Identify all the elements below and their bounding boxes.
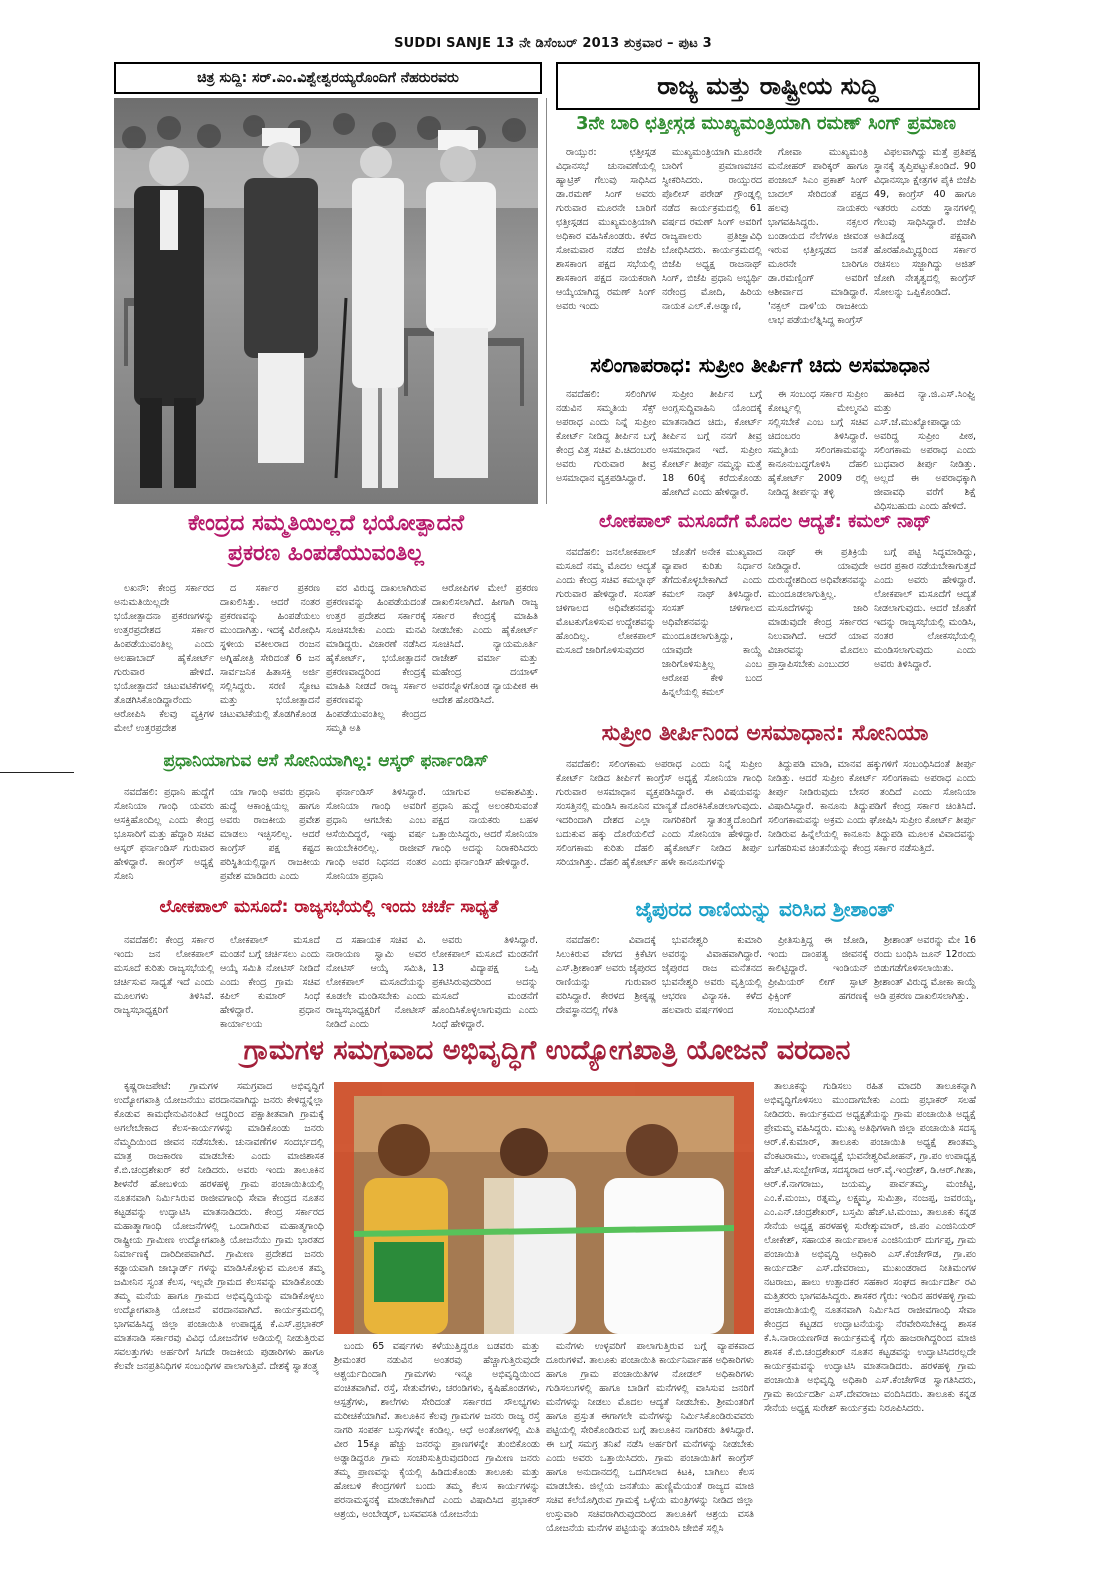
oscar-col-2 (220, 786, 320, 890)
lokpal-col-4-text: ಬಗ್ಗೆ ಪಟ್ಟಿ ಸಿದ್ಧಮಾಡಿದ್ದು, ಅದರ ಪ್ರಕಾರ ನಡೆಯಬೇಕಾಗುತ್ತದೆ ಎಂದು ಅವರು ಹೇಳಿದ್ದಾರೆ. ಲೋಕಪಾಲ್ ಮಸೂದೆಗೆ ಆದ್ಯತೆ ನೀಡಲಾಗುವುದು. ಆದರೆ ಜೊತೆಗೆ ಇದನ್ನು ರಾಜ್ಯಸಭೆಯಲ್ಲಿ ಮಂಡಿಸಿ, ನಂತರ ಲೋಕಸಭೆಯಲ್ಲಿ ಮಂಡಿಸಲಾಗುವುದು ಎಂದು ಅವರು ತಿಳಿಸಿದ್ದಾರೆ. (874, 547, 976, 670)
udyoga-col-3 (546, 1340, 754, 1534)
headline-udyoga (114, 1036, 980, 1066)
raman-col-2 (662, 146, 762, 346)
bhayo-col-4 (432, 582, 538, 742)
sree-col-2-text: ಭುವನೇಶ್ವರಿ ಕುಮಾರಿ ಅವರನ್ನು ವಿವಾಹವಾಗಿದ್ದಾರೆ. ಜೈಪುರದ ರಾಜ ಮನೆತನದ ಭುವನೇಶ್ವರಿ ಅವರು ವೃತ್ತಿಯಲ್ಲಿ ಆಭರಣ ವಿನ್ಯಾಸಕಿ. ಕಳೆದ ಹಲವಾರು ವರ್ಷಗಳಿಂದ (662, 935, 762, 1016)
sree-col-3 (768, 934, 868, 1034)
raman-col-2-text: ಮುಖ್ಯಮಂತ್ರಿಯಾಗಿ ಮೂರನೇ ಬಾರಿಗೆ ಪ್ರಮಾಣವಚನ ಸ್ವೀಕರಿಸಿದರು. ರಾಯ್ಪುರದ ಪೊಲೀಸ್ ಪರೇಡ್ ಗ್ರೌಂಡ್ನಲ್ಲಿ ನಡೆದ ಕಾರ್ಯಕ್ರಮದಲ್ಲಿ 61 ವರ್ಷದ ರಮಣ್ ಸಿಂಗ್ ಅವರಿಗೆ ರಾಜ್ಯಪಾಲರು ಪ್ರತಿಜ್ಞಾವಿಧಿ ಬೋಧಿಸಿದರು. ಕಾರ್ಯಕ್ರಮದಲ್ಲಿ ಬಿಜೆಪಿ ಅಧ್ಯಕ್ಷ ರಾಜನಾಥ್ ಸಿಂಗ್, ಬಿಜೆಪಿ ಪ್ರಧಾನಿ ಅಭ್ಯರ್ಥಿ ನರೇಂದ್ರ ಮೋದಿ, ಹಿರಿಯ ನಾಯಕ ಎಲ್.ಕೆ.ಅಡ್ವಾಣಿ, (662, 147, 762, 312)
bhayo-col-1 (114, 582, 214, 742)
oscar-col-3 (326, 786, 426, 890)
salinga-col-2-text: ಸುಪ್ರೀಂ ತೀರ್ಪಿನ ಬಗ್ಗೆ ಅಂಗ್ಲಸುದ್ದಿವಾಹಿನಿ ಯೊಂದಕ್ಕೆ ಮಾತನಾಡಿದ ಚಿದು, ಕೋರ್ಟ್ ತೀರ್ಪಿನ ಬಗ್ಗೆ ನನಗೆ ತೀವ್ರ ಅಸಮಾಧಾನ ಇದೆ. ಸುಪ್ರೀಂ ಕೋರ್ಟ್ ತೀರ್ಪು ನಮ್ಮನ್ನು ಮತ್ತೆ 18 60ಕ್ಕೆ ಕರೆದುಕೊಂಡು ಹೋಗಿದೆ ಎಂದು ಹೇಳಿದ್ದಾರೆ. (662, 389, 762, 498)
raman-col-4-text: ವಿಫಲವಾಗಿದ್ದು ಮತ್ತೆ ಪ್ರತಿಪಕ್ಷ ಸ್ಥಾನಕ್ಕೆ ತೃಪ್ತಿಪಟ್ಟುಕೊಂಡಿದೆ. 90 ವಿಧಾನಸಭಾ ಕ್ಷೇತ್ರಗಳ ಪೈಕಿ ಬಿಜೆಪಿ 49, ಕಾಂಗ್ರೆಸ್ 40 ಹಾಗೂ ಇತರರು ಎರಡು ಸ್ಥಾನಗಳಲ್ಲಿ ಗೆಲುವು ಸಾಧಿಸಿದ್ದಾರೆ. ಬಿಜೆಪಿ ಅತಿದೊಡ್ಡ ಪಕ್ಷವಾಗಿ ಹೊರಹೊಮ್ಮಿದ್ದರಿಂದ ಸರ್ಕಾರ ರಚಿಸಲು ಸಜ್ಜಾಗಿದ್ದು ಅಜಿತ್ ಜೋಗಿ ನೇತೃತ್ವದಲ್ಲಿ ಕಾಂಗ್ರೆಸ್ ಸೋಲನ್ನು ಒಪ್ಪಿಕೊಂಡಿದೆ. (874, 147, 976, 298)
bhayo-col-2 (220, 582, 320, 742)
lokpal-col-1-text: ನವದೆಹಲಿ: ಜನಲೋಕಪಾಲ್ ಮಸೂದೆ ನಮ್ಮ ಮೊದಲ ಆದ್ಯತೆ ಎಂದು ಕೇಂದ್ರ ಸಚಿವ ಕಮಲ್ನಾಥ್ ಗುರುವಾರ ಹೇಳಿದ್ದಾರೆ. ಸಂಸತ್ ಚಳಿಗಾಲದ ಅಧಿವೇಶನವನ್ನು ಮೊಟಕುಗೊಳಿಸುವ ಉದ್ದೇಶವನ್ನು ಹೊಂದಿಲ್ಲ. ಲೋಕಪಾಲ್ ಮಸೂದೆ ಜಾರಿಗೊಳಿಸುವುದರ (556, 547, 656, 656)
udyoga-col-2 (334, 1340, 540, 1530)
bhayo-col-3-text: ವರ ವಿರುದ್ಧ ದಾಖಲಾಗಿರುವ ಪ್ರಕರಣವನ್ನು ಹಿಂಪಡೆಯದಂತೆ ಉತ್ತರ ಪ್ರದೇಶದ ಸರ್ಕಾರಕ್ಕೆ ಸೂಚಿಸಬೇಕು ಎಂದು ಮನವಿ ಮಾಡಿದ್ದರು. ವಿಚಾರಣೆ ನಡೆಸಿದ ಹೈಕೋರ್ಟ್, ಭಯೋತ್ಪಾದನೆ ಪ್ರಕರಣವಾದ್ದರಿಂದ ಕೇಂದ್ರಕ್ಕೆ ಮಾಹಿತಿ ನೀಡದೆ ರಾಜ್ಯ ಸರ್ಕಾರ ಪ್ರಕರಣವನ್ನು ಹಿಂಪಡೆಯುವಂತಿಲ್ಲ ಕೇಂದ್ರದ ಸಮ್ಮತಿ ಅತಿ (326, 583, 426, 734)
bhayo-col-2-text: ದ ಸರ್ಕಾರ ಪ್ರಕರಣ ದಾಖಲಿಸಿತ್ತು. ಆದರೆ ನಂತರ ಪ್ರಕರಣವನ್ನು ಹಿಂಪಡೆಯಲು ಮುಂದಾಗಿತ್ತು. ಇದಕ್ಕೆ ವಿರೋಧಿಸಿ ಸ್ಥಳೀಯ ವಕೀಲರಾದ ರಂಜನ ಅಗ್ನಿಹೋತ್ರಿ ಸೇರಿದಂತೆ 6 ಜನ ಸಾರ್ವಜನಿಕ ಹಿತಾಸಕ್ತಿ ಅರ್ಜಿ ಸಲ್ಲಿಸಿದ್ದರು. ಸರಣಿ ಸ್ಫೋಟ ಮತ್ತು ಭಯೋತ್ಪಾದನೆ ಚಟುವಟಿಕೆಯಲ್ಲಿ ತೊಡಗಿಕೊಂಡ (220, 583, 320, 720)
sonia-col-2 (768, 758, 976, 892)
column-divider-top (546, 98, 547, 504)
raman-col-4 (874, 146, 976, 346)
historical-photo (114, 98, 538, 504)
rajya-col-4-text: ಅವರು ತಿಳಿಸಿದ್ದಾರೆ. ಲೋಕಪಾಲ್ ಮಸೂದೆ ಮಂಡನೆಗೆ 13 ವಿದ್ಯಾಪಕ್ಷ ಒಪ್ಪಿ ಪ್ರಕಟಿಸಿರುವುದರಿಂದ ಅದನ್ನು ಮಸೂದೆ ಮಂಡನೆಗೆ ಹೊಂದಿಸಿಕೊಳ್ಳಲಾಗುವುದು ಎಂದು ಸಿಂಧೆ ಹೇಳಿದ್ದಾರೆ. (432, 935, 538, 1030)
margin-rule (0, 772, 74, 773)
headline-lokpal-rajyasabha (114, 898, 544, 917)
udyoga-col-1-text: ಕೃಷ್ಣರಾಜಪೇಟೆ: ಗ್ರಾಮಗಳ ಸಮಗ್ರವಾದ ಅಭಿವೃದ್ಧಿಗೆ ಉದ್ಯೋಗಖಾತ್ರಿ ಯೋಜನೆಯು ವರದಾನವಾಗಿದ್ದು ಜನರು ಕೇಳಿದ್ದನ್ನೆಲ್ಲಾ ಕೊಡುವ ಕಾಮಧೇನುವಿನಂತಿದೆ ಆದ್ದರಿಂದ ಪಕ್ಷಾತೀತವಾಗಿ ಗ್ರಾಮಕ್ಕೆ ಅಗಲೇಬೇಕಾದ ಕೆಲಸ-ಕಾರ್ಯಗಳನ್ನು ಮಾಡಿಕೊಂಡು ಜನರು ನೆಮ್ಮದಿಯಿಂದ ಜೀವನ ನಡೆಸಬೇಕು. ಚುನಾವಣೆಗಳ ಸಂದರ್ಭದಲ್ಲಿ ಮಾತ್ರ ರಾಜಕಾರಣ ಮಾಡಬೇಕು ಎಂದು ಮಾಜಿಶಾಸಕ ಕೆ.ಬಿ.ಚಂದ್ರಶೇಖರ್ ಕರೆ ನೀಡಿದರು. ಅವರು ಇಂದು ತಾಲೂಕಿನ ಶೀಳನೆರೆ ಹೋಬಳಿಯ ಹರಳಹಳ್ಳಿ ಗ್ರಾಮ ಪಂಚಾಯಿತಿಯಲ್ಲಿ ನೂತನವಾಗಿ ನಿರ್ಮಿಸಿರುವ ರಾಜೀವಗಾಂಧಿ ಸೇವಾ ಕೇಂದ್ರದ ನೂತನ ಕಟ್ಟಡವನ್ನು ಉದ್ಘಾಟಿಸಿ ಮಾತನಾಡಿದರು. ಕೇಂದ್ರ ಸರ್ಕಾರದ ಮಹಾತ್ಮಾಗಾಂಧಿ ಯೋಜನೆಗಳಲ್ಲಿ ಒಂದಾಗಿರುವ ಮಹಾತ್ಮಗಾಂಧಿ ರಾಷ್ಟ್ರೀಯ ಗ್ರಾಮೀಣ ಉದ್ಯೋಗಖಾತ್ರಿ ಯೋಜನೆಯು ಗ್ರಾಮ ಭಾರತದ ನಿರ್ಮಾಣಕ್ಕೆ ದಾರಿದೀಪವಾಗಿದೆ. ಗ್ರಾಮೀಣ ಪ್ರದೇಶದ ಜನರು ಕಡ್ಡಾಯವಾಗಿ ಜಾಬ್ಕಾರ್ಡ್ ಗಳನ್ನು ಮಾಡಿಸಿಕೊಳ್ಳುವ ಮೂಲಕ ತಮ್ಮ ಜಮೀನಿನ ಸ್ವಂತ ಕೆಲಸ, ಇಲ್ಲವೇ ಗ್ರಾಮದ ಕೆಲಸವನ್ನು ಮಾಡಿಕೊಂಡು ತಮ್ಮ ಮನೆಯ ಹಾಗೂ ಗ್ರಾಮದ ಅಭಿವೃದ್ಧಿಯನ್ನು ಮಾಡಿಕೊಳ್ಳಲು ಉದ್ಯೋಗಖಾತ್ರಿ ಯೋಜನೆ ವರದಾನವಾಗಿದೆ. ಕಾರ್ಯಕ್ರಮದಲ್ಲಿ ಭಾಗವಹಿಸಿದ್ದ ಜಿಲ್ಲಾ ಪಂಚಾಯಿತಿ ಉಪಾಧ್ಯಕ್ಷ ಕೆ.ಎಸ್.ಪ್ರಭಾಕರ್ ಮಾತನಾಡಿ ಸರ್ಕಾರವು ವಿವಿಧ ಯೋಜನೆಗಳ ಅಡಿಯಲ್ಲಿ ನೀಡುತ್ತಿರುವ ಸವಲತ್ತುಗಳು ಅರ್ಹರಿಗೆ ಸಿಗದೇ ರಾಜಕೀಯ ಪುಡಾರಿಗಳು ಹಾಗೂ ಕೆಲವೇ ಜನಪ್ರತಿನಿಧಿಗಳ ಸಂಬಂಧಿಗಳ ಪಾಲಾಗುತ್ತಿವೆ. ದೇಶಕ್ಕೆ ಸ್ವಾತಂತ್ರ್ಯ (114, 1081, 324, 1372)
rajya-col-1 (114, 934, 214, 1034)
headline-oscar-text: ಪ್ರಧಾನಿಯಾಗುವ ಆಸೆ ಸೋನಿಯಾಗಿಲ್ಲ: ಆಸ್ಕರ್ ಫರ್ನಾಂಡಿಸ್ (163, 751, 489, 771)
headline-sreesanth (550, 898, 980, 920)
oscar-col-1 (114, 786, 214, 890)
oscar-col-2-text: ಯಾ ಗಾಂಧಿ ಅವರು ಪ್ರಧಾನಿ ಹುದ್ದೆ ಆಕಾಂಕ್ಷಿಯಲ್ಲ ಹಾಗೂ ಅವರು ರಾಜಕೀಯ ಪ್ರವೇಶ ಮಾಡಲು ಇಚ್ಛಿಸಲಿಲ್ಲ. ಆದರೆ ಕಾಂಗ್ರೆಸ್ ಪಕ್ಷ ಕಷ್ಟದ ಪರಿಸ್ಥಿತಿಯಲ್ಲಿದ್ದಾಗ ರಾಜಕೀಯ ಪ್ರವೇಶ ಮಾಡಿದರು ಎಂದು (220, 787, 320, 882)
lokpal-col-4 (874, 546, 976, 716)
headline-raman-singh (556, 114, 976, 134)
sree-col-1 (556, 934, 656, 1034)
lokpal-col-2 (662, 546, 762, 716)
udyoga-col-3-text: ಮನೆಗಳು ಉಳ್ಳವರಿಗೆ ಪಾಲಾಗುತ್ತಿರುವ ಬಗ್ಗೆ ವ್ಯಾಪಕವಾದ ದೂರುಗಳಿವೆ. ತಾಲೂಕು ಪಂಚಾಯಿತಿ ಕಾರ್ಯನಿರ್ವಾಹಕ ಅಧಿಕಾರಿಗಳು ಹಾಗೂ ಗ್ರಾಮ ಪಂಚಾಯಿತಿಗಳ ನೋಡಲ್ ಅಧಿಕಾರಿಗಳು ಗುಡಿಸಲುಗಳಲ್ಲಿ ಹಾಗೂ ಬಾಡಿಗೆ ಮನೆಗಳಲ್ಲಿ ವಾಸಿಸುವ ಜನರಿಗೆ ಮನೆಗಳನ್ನು ನೀಡಲು ಮೊದಲ ಆದ್ಯತೆ ನೀಡಬೇಕು. ಶ್ರೀಮಂತರಿಗೆ ಹಾಗೂ ಪ್ರಸ್ತುತ ಈಗಾಗಲೇ ಮನೆಗಳನ್ನು ನಿರ್ಮಿಸಿಕೊಂಡಿರುವವರು ಪಟ್ಟಿಯಲ್ಲಿ ಸೇರಿಕೊಂಡಿರುವ ಬಗ್ಗೆ ತಾಲೂಕಿನ ನಾಗರಿಕರು ತಿಳಿಸಿದ್ದಾರೆ. ಈ ಬಗ್ಗೆ ಸಮಗ್ರ ತನಿಖೆ ನಡೆಸಿ ಅರ್ಹರಿಗೆ ಮನೆಗಳನ್ನು ನೀಡಬೇಕು ಎಂದು ಅವರು ಒತ್ತಾಯಿಸಿದರು. ಗ್ರಾಮ ಪಂಚಾಯಿತಿಗೆ ಕಾಂಗ್ರೆಸ್ ಹಾಗೂ ಅನುದಾನದಲ್ಲಿ ಒದಗಿಸಲಾದ ಕಿಟಕಿ, ಬಾಗಿಲು ಕೆಲಸ ಮಾಡಬೇಕು. ಜಿಲ್ಲೆಯ ಜನತೆಯು ಹುಣ್ಣಿಮೆಯಂತೆ ರಾಜ್ಯದ ಮಾಜಿ ಸಚಿವ ಕಲೆಯೊಗ್ಗಿರುವ ಗ್ರಾಮಕ್ಕೆ ಒಳ್ಳೆಯ ಮಂತ್ರಿಗಳನ್ನು ನೀಡಿದ ಜಿಲ್ಲಾ ಉಸ್ತುವಾರಿ ಸಚಿವರಾಗಿರುವುದರಿಂದ ತಾಲೂಕಿಗೆ ಆಶ್ರಯ ವಸತಿ ಯೋಜನೆಯ ಮನೆಗಳ ಪಟ್ಟಿಯನ್ನು ತಯಾರಿಸಿ ಜೇಬಿಕೆ ಸಲ್ಲಿಸಿ (546, 1341, 754, 1534)
headline-sreesanth-text: ಜೈಪುರದ ರಾಣಿಯನ್ನು ವರಿಸಿದ ಶ್ರೀಶಾಂತ್ (635, 897, 895, 921)
salinga-col-3-text: ಈ ಸಂಬಂಧ ಸರ್ಕಾರ ಸುಪ್ರೀಂ ಕೋರ್ಟ್ನಲ್ಲಿ ಮೇಲ್ಮನವಿ ಸಲ್ಲಿಸಬೇಕೆ ಎಂಬ ಬಗ್ಗೆ ಸಚಿವ ಚಿದಂಬರಂ ತಿಳಿಸಿದ್ದಾರೆ. ಸಮ್ಮತಿಯ ಸಲಿಂಗಕಾಮವನ್ನು ಕಾನೂನುಬದ್ಧಗೊಳಿಸಿ ದೆಹಲಿ ಹೈಕೋರ್ಟ್ 2009 ರಲ್ಲಿ ನೀಡಿದ್ದ ತೀರ್ಪನ್ನು ತಳ್ಳಿ (768, 389, 868, 498)
headline-sonia-text: ಸುಪ್ರೀಂ ತೀರ್ಪಿನಿಂದ ಅಸಮಾಧಾನ: ಸೋನಿಯಾ (601, 721, 929, 746)
headline-oscar (114, 752, 538, 771)
sree-col-3-text: ಪ್ರೀತಿಸುತ್ತಿದ್ದ ಈ ಜೋಡಿ, ಇಂದು ದಾಂಪತ್ಯ ಜೀವನಕ್ಕೆ ಕಾಲಿಟ್ಟಿದ್ದಾರೆ. ಇಂಡಿಯನ್ ಪ್ರೀಮಿಯರ್ ಲೀಗ್ ಸ್ಪಾಟ್ ಫಿಕ್ಸಿಂಗ್ ಹಗರಣಕ್ಕೆ ಸಂಬಂಧಿಸಿದಂತೆ (768, 935, 868, 1016)
bhayo-col-1-text: ಲಖನೌ: ಕೇಂದ್ರ ಸರ್ಕಾರದ ಅನುಮತಿಯಿಲ್ಲದೇ ಭಯೋತ್ಪಾದನಾ ಪ್ರಕರಣಗಳನ್ನು ಉತ್ತರಪ್ರದೇಶದ ಸರ್ಕಾರ ಹಿಂಪಡೆಯುವಂತಿಲ್ಲ ಎಂದು ಅಲಹಾಬಾದ್ ಹೈಕೋರ್ಟ್ ಗುರುವಾರ ಹೇಳಿದೆ. ಭಯೋತ್ಪಾದನೆ ಚಟುವಟಿಕೆಗಳಲ್ಲಿ ತೊಡಗಿಸಿಕೊಂಡಿದ್ದಾರೆಂದು ಆರೋಪಿಸಿ ಕೆಲವು ವ್ಯಕ್ತಿಗಳ ಮೇಲೆ ಉತ್ತರಪ್ರದೇಶ (114, 583, 214, 734)
headline-lokpal-kamal-text: ಲೋಕಪಾಲ್ ಮಸೂದೆಗೆ ಮೊದಲ ಆದ್ಯತೆ: ಕಮಲ್ ನಾಥ್ (599, 511, 931, 532)
photo-caption: ಚಿತ್ರ ಸುದ್ದಿ: ಸರ್.ಎಂ.ವಿಶ್ವೇಶ್ವರಯ್ಯರೊಂದಿಗೆ ನೆಹರುರವರು (197, 70, 459, 86)
sonia-col-2-text: ತಿದ್ದುಪಡಿ ಮಾಡಿ, ಮಾನವ ಹಕ್ಕುಗಳಿಗೆ ಸಂಬಂಧಿಸಿದಂತೆ ತೀರ್ಪು ನೀಡಿತ್ತು. ಆದರೆ ಸುಪ್ರೀಂ ಕೋರ್ಟ್ ಸಲಿಂಗಕಾಮ ಅಪರಾಧ ಎಂದು ತೀರ್ಪು ನೀಡಿರುವುದು ಬೇಸರ ತಂದಿದೆ ಎಂದು ಸೋನಿಯಾ ವಿಷಾದಿಸಿದ್ದಾರೆ. ಕಾನೂನು ತಿದ್ದುಪಡಿಗೆ ಕೇಂದ್ರ ಸರ್ಕಾರ ಚಿಂತಿಸಿದೆ. ಸಲಿಂಗಕಾಮವನ್ನು ಅಕ್ರಮ ಎಂದು ಘೋಷಿಸಿ ಸುಪ್ರೀಂ ಕೋರ್ಟ್ ತೀರ್ಪು ನೀಡಿರುವ ಹಿನ್ನೆಲೆಯಲ್ಲಿ ಕಾನೂನು ತಿದ್ದುಪಡಿ ಮೂಲಕ ವಿವಾದವನ್ನು ಬಗೆಹರಿಸುವ ಚಿಂತನೆಯನ್ನು ಕೇಂದ್ರ ಸರ್ಕಾರ ನಡೆಸುತ್ತಿದೆ. (768, 759, 976, 854)
rajya-col-3-text: ದ ಸಹಾಯಕ ಸಚಿವ ವಿ. ನಾರಾಯಣ ಸ್ವಾಮಿ ಅವರ ನೋಟಿಸ್ ಆಯ್ಕೆ ಸಮಿತಿ, ಲೋಕಪಾಲ್ ಮಸೂದೆಯನ್ನು ಕೂಡಲೇ ಮಂಡಿಸಬೇಕು ಎಂದು ರಾಜ್ಯಸಭಾಧ್ಯಕ್ಷರಿಗೆ ನೋಟೀಸ್ ನೀಡಿದೆ ಎಂದು (326, 935, 426, 1030)
salinga-col-4 (874, 388, 976, 512)
oscar-col-3-text: ಫರ್ನಾಂಡಿಸ್ ತಿಳಿಸಿದ್ದಾರೆ. ಸೋನಿಯಾ ಗಾಂಧಿ ಅವರಿಗೆ ಪ್ರಧಾನಿ ಆಗಬೇಕು ಎಂಬ ಆಸೆಯಿದಿದ್ದರೆ, ಇಷ್ಟು ವರ್ಷ ಕಾಯಬೇಕಿರಲಿಲ್ಲ. ರಾಜೀವ್ ಗಾಂಧಿ ಅವರ ನಿಧನದ ನಂತರ ಸೋನಿಯಾ ಪ್ರಧಾನಿ (326, 787, 426, 882)
udyoga-col-4-text: ತಾಲೂಕನ್ನು ಗುಡಿಸಲು ರಹಿತ ಮಾದರಿ ತಾಲೂಕನ್ನಾಗಿ ಅಭಿವೃದ್ಧಿಗೊಳಿಸಲು ಮುಂದಾಗಬೇಕು ಎಂದು ಪ್ರಭಾಕರ್ ಸಲಹೆ ನೀಡಿದರು. ಕಾರ್ಯಕ್ರಮದ ಅಧ್ಯಕ್ಷತೆಯನ್ನು ಗ್ರಾಮ ಪಂಚಾಯಿತಿ ಅಧ್ಯಕ್ಷೆ ಪ್ರೇಮಮ್ಮ ವಹಿಸಿದ್ದರು. ಮುಖ್ಯ ಅತಿಥಿಗಳಾಗಿ ಜಿಲ್ಲಾ ಪಂಚಾಯಿತಿ ಸದಸ್ಯ ಆರ್.ಕೆ.ಕುಮಾರ್, ತಾಲೂಕು ಪಂಚಾಯಿತಿ ಅಧ್ಯಕ್ಷೆ ಶಾಂತಮ್ಮ ವೆಂಕಟರಾಮು, ಉಪಾಧ್ಯಕ್ಷೆ ಭುವನೇಶ್ವರಿಮೋಹನ್, ಗ್ರಾ.ಪಂ ಉಪಾಧ್ಯಕ್ಷ ಹೆಚ್.ಟಿ.ಸುಬ್ಬೇಗೌಡ, ಸದಸ್ಯರಾದ ಆರ್.ವೈ.ಇಂದ್ರೇಶ್, ಡಿ.ಆರ್.ಗೀತಾ, ಆರ್.ಕೆ.ನಾಗರಾಜು, ಜಯಮ್ಮ, ಪಾರ್ವತಮ್ಮ, ಮಂಜೆಟ್ಟಿ, ಎಂ.ಕೆ.ಮಂಜು, ರತ್ನಮ್ಮ, ಲಕ್ಷ್ಮಮ್ಮ, ಸುಮಿತ್ರಾ, ನಂಜಪ್ಪ, ಜವರಯ್ಯ, ಎಂ.ಎನ್.ಚಂದ್ರಶೇಖರ್, ಬಸ್ತಮಿ ಹೆಚ್.ಟಿ.ಮಂಜು, ತಾಲೂಕು ಕನ್ನಡ ಸೇನೆಯ ಅಧ್ಯಕ್ಷ ಹರಳಹಳ್ಳಿ ಸುರೇಶ್ಕುಮಾರ್, ಜಿ.ಪಂ ಎಂಜಿನಿಯರ್ ಲೋಕೇಶ್, ಸಹಾಯಕ ಕಾರ್ಯಪಾಲಕ ಎಂಜಿನಿಯರ್ ದುರ್ಗಪ್ಪ, ಗ್ರಾಮ ಪಂಚಾಯಿತಿ ಅಭಿವೃದ್ಧಿ ಅಧಿಕಾರಿ ಎಸ್.ಕೆಂಚೇಗೌಡ, ಗ್ರಾ.ಪಂ ಕಾರ್ಯದರ್ಶಿ ಎಸ್.ದೇವರಾಜು, ಮುಖಂಡರಾದ ನೀತಿಮಂಗಳ ನಟರಾಜು, ಹಾಲು ಉತ್ಪಾದಕರ ಸಹಕಾರ ಸಂಘದ ಕಾರ್ಯದರ್ಶಿ ರವಿ ಮತ್ತಿತರರು ಭಾಗವಹಿಸಿದ್ದರು. ಶಾಸಕರ ಗೈರು: ಇಂದಿನ ಹರಳಹಳ್ಳಿ ಗ್ರಾಮ ಪಂಚಾಯಿತಿಯಲ್ಲಿ ನೂತನವಾಗಿ ನಿರ್ಮಿಸಿದ ರಾಜೀವಗಾಂಧಿ ಸೇವಾ ಕೇಂದ್ರದ ಕಟ್ಟಡದ ಉದ್ಘಾಟನೆಯನ್ನು ನೆರವೇರಿಸಬೇಕಿದ್ದ ಶಾಸಕ ಕೆ.ಸಿ.ನಾರಾಯಣಗೌಡ ಕಾರ್ಯಕ್ರಮಕ್ಕೆ ಗೈರು ಹಾಜರಾಗಿದ್ದರಿಂದ ಮಾಜಿ ಶಾಸಕ ಕೆ.ಬಿ.ಚಂದ್ರಶೇಖರ್ ನೂತನ ಕಟ್ಟಡವನ್ನು ಉದ್ಘಾಟಿಸಿದರಲ್ಲದೇ ಕಾರ್ಯಕ್ರಮವನ್ನು ಉದ್ಘಾಟಿಸಿ ಮಾತನಾಡಿದರು. ಹರಳಹಳ್ಳಿ ಗ್ರಾಮ ಪಂಚಾಯಿತಿ ಅಭಿವೃದ್ಧಿ ಅಧಿಕಾರಿ ಎಸ್.ಕೆಂಚೇಗೌಡ ಸ್ವಾಗತಿಸಿದರು, ಗ್ರಾಮ ಕಾರ್ಯದರ್ಶಿ ಎಸ್.ದೇವರಾಜು ವಂದಿಸಿದರು. ತಾಲೂಕು ಕನ್ನಡ ಸೇನೆಯ ಅಧ್ಯಕ್ಷ ಸುರೇಶ್ ಕಾರ್ಯಕ್ರಮ ನಿರೂಪಿಸಿದರು. (764, 1081, 976, 1414)
lokpal-col-3 (768, 546, 868, 716)
rajya-col-4 (432, 934, 538, 1034)
headline-sonia (550, 722, 980, 746)
sree-col-4 (874, 934, 976, 1034)
rajya-col-1-text: ನವದೆಹಲಿ: ಕೇಂದ್ರ ಸರ್ಕಾರ ಇಂದು ಜನ ಲೋಕಪಾಲ್ ಮಸೂದೆ ಕುರಿತು ರಾಜ್ಯಸಭೆಯಲ್ಲಿ ಚರ್ಚಿಸುವ ಸಾಧ್ಯತೆ ಇದೆ ಎಂದು ಮೂಲಗಳು ತಿಳಿಸಿವೆ. ರಾಜ್ಯಸಭಾಧ್ಯಕ್ಷರಿಗೆ (114, 935, 214, 1016)
salinga-col-1 (556, 388, 656, 504)
salinga-col-3 (768, 388, 868, 504)
headline-lokpal-rajyasabha-text: ಲೋಕಪಾಲ್ ಮಸೂದೆ: ರಾಜ್ಯಸಭೆಯಲ್ಲಿ ಇಂದು ಚರ್ಚೆ ಸಾಧ್ಯತೆ (159, 897, 499, 917)
lokpal-col-3-text: ನಾಥ್ ಈ ಪ್ರತಿಕ್ರಿಯೆ ನೀಡಿದ್ದಾರೆ. ಯಾವುದೇ ದುರುದ್ದೇಶದಿಂದ ಅಧಿವೇಶನವನ್ನು ಮುಂದೂಡಲಾಗುತ್ತಿಲ್ಲ. ಮಸೂದೆಗಳನ್ನು ಜಾರಿ ಮಾಡುವುದೇ ಕೇಂದ್ರ ಸರ್ಕಾರದ ನಿಲುವಾಗಿದೆ. ಆದರೆ ಯಾವ ವಿಚಾರವನ್ನು ಮೊದಲು ಪ್ರಾಸ್ತಾಪಿಸಬೇಕು ಎಂಬುದರ (768, 547, 868, 670)
salinga-col-2 (662, 388, 762, 504)
page-masthead: SUDDI SANJE 13 ನೇ ಡಿಸೆಂಬರ್ 2013 ಶುಕ್ರವಾರ – ಪುಟ 3 (394, 36, 712, 51)
udyoga-col-1 (114, 1080, 324, 1530)
headline-lokpal-kamal (550, 512, 980, 532)
rajya-col-3 (326, 934, 426, 1034)
sonia-col-1 (556, 758, 762, 892)
headline-raman-singh-text: 3ನೇ ಬಾರಿ ಛತ್ತೀಸ್ಗಡ ಮುಖ್ಯಮಂತ್ರಿಯಾಗಿ ರಮಣ್ ಸಿಂಗ್ ಪ್ರಮಾಣ (575, 113, 957, 134)
headline-bhayotpadane-line2: ಪ್ರಕರಣ ಹಿಂಪಡೆಯುವಂತಿಲ್ಲ (228, 541, 424, 566)
sonia-col-1-text: ನವದೆಹಲಿ: ಸಲಿಂಗಕಾಮ ಅಪರಾಧ ಎಂದು ನಿನ್ನೆ ಸುಪ್ರೀಂ ಕೋರ್ಟ್ ನೀಡಿದ ತೀರ್ಪಿಗೆ ಕಾಂಗ್ರೆಸ್ ಅಧ್ಯಕ್ಷೆ ಸೋನಿಯಾ ಗಾಂಧಿ ಗುರುವಾರ ಅಸಮಾಧಾನ ವ್ಯಕ್ತಪಡಿಸಿದ್ದಾರೆ. ಈ ವಿಷಯವನ್ನು ಸಂಸತ್ತಿನಲ್ಲಿ ಮಂಡಿಸಿ ಕಾನೂನಿನ ಮಾನ್ಯತೆ ದೊರಕಿಸಿಕೊಡಲಾಗುವುದು. ಇದರಿಂದಾಗಿ ದೇಶದ ಎಲ್ಲಾ ನಾಗರಿಕರಿಗೆ ಸ್ವಾತಂತ್ರ್ಯದೊಂದಿಗೆ ಬದುಕುವ ಹಕ್ಕು ದೊರೆಯಲಿದೆ ಎಂದು ಸೋನಿಯಾ ಹೇಳಿದ್ದಾರೆ. ಸಲಿಂಗಕಾಮ ಕುರಿತು ದೆಹಲಿ ಹೈಕೋರ್ಟ್ ನೀಡಿದ ತೀರ್ಪು ಸರಿಯಾಗಿತ್ತು. ದೆಹಲಿ ಹೈಕೋರ್ಟ್ ಹಳೇ ಕಾನೂನುಗಳನ್ನು (556, 759, 762, 868)
salinga-col-1-text: ನವದೆಹಲಿ: ಸಲಿಂಗಿಗಳ ನಡುವಿನ ಸಮ್ಮತಿಯ ಸೆಕ್ಸ್ ಅಪರಾಧ ಎಂದು ನಿನ್ನೆ ಸುಪ್ರೀಂ ಕೋರ್ಟ್ ನೀಡಿದ್ದ ತೀರ್ಪಿನ ಬಗ್ಗೆ ಕೇಂದ್ರ ವಿತ್ತ ಸಚಿವ ಪಿ.ಚಿದಂಬರಂ ಅವರು ಗುರುವಾರ ತೀವ್ರ ಅಸಮಾಧಾನ ವ್ಯಕ್ತಪಡಿಸಿದ್ದಾರೆ. (556, 389, 656, 484)
oscar-col-1-text: ನವದೆಹಲಿ: ಪ್ರಧಾನಿ ಹುದ್ದೆಗೆ ಸೋನಿಯಾ ಗಾಂಧಿ ಯವರು ಆಸಕ್ತಿಹೊಂದಿಲ್ಲ ಎಂದು ಕೇಂದ್ರ ಭೂಸಾರಿಗೆ ಮತ್ತು ಹೆದ್ದಾರಿ ಸಚಿವ ಆಸ್ಕರ್ ಫರ್ನಾಂಡಿಸ್ ಗುರುವಾರ ಹೇಳಿದ್ದಾರೆ. ಕಾಂಗ್ರೆಸ್ ಅಧ್ಯಕ್ಷೆ ಸೋನಿ (114, 787, 214, 882)
oscar-col-4-text: ಯಾಗುವ ಅವಕಾಶವಿತ್ತು. ಪ್ರಧಾನಿ ಹುದ್ದೆ ಅಲಂಕರಿಸುವಂತೆ ಪಕ್ಷದ ನಾಯಕರು ಬಹಳ ಒತ್ತಾಯಿಸಿದ್ದರು, ಆದರೆ ಸೋನಿಯಾ ಗಾಂಧಿ ಅದನ್ನು ನಿರಾಕರಿಸಿದರು ಎಂದು ಫರ್ನಾಂಡಿಸ್ ಹೇಳಿದ್ದಾರೆ. (432, 787, 538, 868)
headline-bhayotpadane-line1: ಕೇಂದ್ರದ ಸಮ್ಮತಿಯಿಲ್ಲದೆ ಭಯೋತ್ಪಾದನೆ (188, 511, 464, 536)
bhayo-col-3 (326, 582, 426, 742)
lokpal-col-1 (556, 546, 656, 716)
section-title-box (556, 62, 980, 110)
headline-bhayotpadane-2 (114, 542, 538, 566)
lokpal-col-2-text: ಜೊತೆಗೆ ಅನೇಕ ಮುಖ್ಯವಾದ ವ್ಯಾಪಾರ ಕುರಿತು ನಿರ್ಧಾರ ತೆಗೆದುಕೊಳ್ಳಬೇಕಾಗಿದೆ ಎಂದು ಕಮಲ್ ನಾಥ್ ತಿಳಿಸಿದ್ದಾರೆ. ಸಂಸತ್ ಚಳಿಗಾಲದ ಅಧಿವೇಶನವನ್ನು ಮುಂದೂಡಲಾಗುತ್ತಿದ್ದು, ಯಾವುದೇ ಕಾಯ್ದೆ ಜಾರಿಗೊಳಿಸುತ್ತಿಲ್ಲ ಎಂಬ ಆರೋಪ ಕೇಳಿ ಬಂದ ಹಿನ್ನಲೆಯಲ್ಲಿ ಕಮಲ್ (662, 547, 762, 698)
section-title: ರಾಜ್ಯ ಮತ್ತು ರಾಷ್ಟ್ರೀಯ ಸುದ್ದಿ (657, 72, 879, 100)
sree-col-4-text: ಶ್ರೀಶಾಂತ್ ಅವರನ್ನು ಮೇ 16 ರಂದು ಬಂಧಿಸಿ ಜೂನ್ 12ರಂದು ಬಿಡುಗಡೆಗೊಳಿಸಲಾಯಿತು. ಶ್ರೀಶಾಂತ್ ವಿರುದ್ಧ ಮೋಕಾ ಕಾಯ್ದೆ ಅಡಿ ಪ್ರಕರಣ ದಾಖಲಿಸಲಾಗಿತ್ತು. (874, 935, 976, 1002)
inauguration-illustration (334, 1082, 754, 1334)
photo-illustration (114, 98, 538, 504)
sree-col-2 (662, 934, 762, 1034)
raman-col-3 (768, 146, 868, 346)
udyoga-col-4 (764, 1080, 976, 1530)
rajya-col-2 (220, 934, 320, 1034)
inauguration-photo (334, 1082, 754, 1334)
bhayo-col-4-text: ಆರೋಪಿಗಳ ಮೇಲೆ ಪ್ರಕರಣ ದಾಖಲಿಸಲಾಗಿದೆ. ಹೀಗಾಗಿ ರಾಜ್ಯ ಸರ್ಕಾರ ಕೇಂದ್ರಕ್ಕೆ ಮಾಹಿತಿ ನೀಡಬೇಕು ಎಂದು ಹೈಕೋರ್ಟ್ ಸೂಚಿಸಿದೆ. ನ್ಯಾಯಮೂರ್ತಿ ರಾಜೇಶ್ ವರ್ಮಾ ಮತ್ತು ಮಹೇಂದ್ರ ದಯಾಳ್ ಅವರನ್ನೊಳಗೊಂಡ ನ್ಯಾಯಪೀಠ ಈ ಆದೇಶ ಹೊರಡಿಸಿದೆ. (432, 583, 538, 706)
raman-col-1 (556, 146, 656, 346)
headline-salinga (540, 354, 980, 376)
headline-bhayotpadane-1 (114, 512, 538, 536)
salinga-col-4-text: ಹಾಕಿದ ನ್ಯಾ.ಜಿ.ಎಸ್.ಸಿಂಘ್ವಿ ಮತ್ತು ಎಸ್.ಜೆ.ಮುಖ್ಯೋಪಾಧ್ಯಾಯ ಅವರಿದ್ದ ಸುಪ್ರೀಂ ಪೀಠ, ಸಲಿಂಗಕಾಮ ಅಪರಾಧ ಎಂದು ಬುಧವಾರ ತೀರ್ಪು ನೀಡಿತ್ತು. ಅಲ್ಲದೆ ಈ ಅಪರಾಧಕ್ಕಾಗಿ ಜೀವಾವಧಿ ವರೆಗೆ ಶಿಕ್ಷೆ ವಿಧಿಸಬಹುದು ಎಂದು ಹೇಳಿದೆ. (874, 389, 976, 512)
headline-salinga-text: ಸಲಿಂಗಾಪರಾಧ: ಸುಪ್ರೀಂ ತೀರ್ಪಿಗೆ ಚಿದು ಅಸಮಾಧಾನ (590, 353, 930, 377)
oscar-col-4 (432, 786, 538, 890)
udyoga-col-2-text: ಬಂದು 65 ವರ್ಷಗಳು ಕಳೆಯುತ್ತಿದ್ದರೂ ಬಡವರು ಮತ್ತು ಶ್ರೀಮಂತರ ನಡುವಿನ ಅಂತರವು ಹೆಚ್ಚಾಗುತ್ತಿರುವುದೇ ಆಶ್ಚರ್ಯದಿಂದಾಗಿ ಗ್ರಾಮಗಳು ಇನ್ನೂ ಅಭಿವೃದ್ಧಿಯಿಂದ ವಂಚಿತವಾಗಿವೆ. ರಸ್ತೆ, ಸೇತುವೆಗಳು, ಚರಂಡಿಗಳು, ಕೃಷಿಹೊಂಡಗಳು, ಆಸ್ಪತ್ರೆಗಳು, ಶಾಲೆಗಳು ಸೇರಿದಂತೆ ಸರ್ಕಾರದ ಸೌಲಭ್ಯಗಳು ಮರೀಚಿಕೆಯಾಗಿವೆ. ತಾಲೂಕಿನ ಕೆಲವು ಗ್ರಾಮಗಳ ಜನರು ರಾಜ್ಯ ರಸ್ತೆ ನಾಗರಿ ಸಂಪರ್ಕ ಬಸ್ಸುಗಳನ್ನೇ ಕಂಡಿಲ್ಲ. ಆಧೆ ಅಂತೋಗಳಲ್ಲಿ ಮಿತಿ ವೀರ 15ಕ್ಕೂ ಹೆಚ್ಚು ಜನರನ್ನು ಪ್ರಾಣಗಳನ್ನೇ ತುಂಬಿಕೊಂಡು ಅಡ್ಡಾಡಿದ್ದರೂ ಗ್ರಾಮ ಸಂಚರಿಸುತ್ತಿರುವುದರಿಂದ ಗ್ರಾಮೀಣ ಜನರು ತಮ್ಮ ಪ್ರಾಣವನ್ನು ಕೈಯಲ್ಲಿ ಹಿಡಿದುಕೊಂಡು ತಾಲೂಕು ಮತ್ತು ಹೋಬಳಿ ಕೇಂದ್ರಗಳಿಗೆ ಬಂದು ತಮ್ಮ ಕೆಲಸ ಕಾರ್ಯಗಳನ್ನು ಪರನಾಮಸ್ಥನಕ್ಕೆ ಮಾಡಬೇಕಾಗಿದೆ ಎಂದು ವಿಷಾದಿಸಿದ ಪ್ರಭಾಕರ್ ಆಶ್ರಯ, ಅಂಬೇಡ್ಕರ್, ಬಸವವಸತಿ ಯೋಜನೆಯ (334, 1341, 540, 1520)
rajya-col-2-text: ಲೋಕಪಾಲ್ ಮಸೂದೆ ಮಂಡನೆ ಬಗ್ಗೆ ಚರ್ಚಿಸಲು ಎಂದು ಆಯ್ಕೆ ಸಮಿತಿ ನೋಟಿಸ್ ನೀಡಿದೆ ಎಂದು ಕೇಂದ್ರ ಗ್ರಾಮ ಸಚಿವ ಕಪಿಲ್ ಕುಮಾರ್ ಸಿಂಧೆ ಹೇಳಿದ್ದಾರೆ. ಪ್ರಧಾನ ಕಾರ್ಯಾಲಯ (220, 935, 320, 1030)
headline-udyoga-text: ಗ್ರಾಮಗಳ ಸಮಗ್ರವಾದ ಅಭಿವೃದ್ಧಿಗೆ ಉದ್ಯೋಗಖಾತ್ರಿ ಯೋಜನೆ ವರದಾನ (243, 1035, 851, 1066)
raman-col-1-text: ರಾಯ್ಪುರ: ಛತ್ತೀಸ್ಗಡ ವಿಧಾನಸಭೆ ಚುನಾವಣೆಯಲ್ಲಿ ಹ್ಯಾಟ್ರಿಕ್ ಗೆಲುವು ಸಾಧಿಸಿದ ಡಾ.ರಮಣ್ ಸಿಂಗ್ ಅವರು ಗುರುವಾರ ಮೂರನೇ ಬಾರಿಗೆ ಛತ್ತೀಸ್ಗಡದ ಮುಖ್ಯಮಂತ್ರಿಯಾಗಿ ಅಧಿಕಾರ ವಹಿಸಿಕೊಂಡರು. ಕಳೆದ ಸೋಮವಾರ ನಡೆದ ಬಿಜೆಪಿ ಶಾಸಕಾಂಗ ಪಕ್ಷದ ಸಭೆಯಲ್ಲಿ ಶಾಸಕಾಂಗ ಪಕ್ಷದ ನಾಯಕರಾಗಿ ಆಯ್ಕೆಯಾಗಿದ್ದ ರಮಣ್ ಸಿಂಗ್ ಅವರು ಇಂದು (556, 147, 656, 312)
photo-caption-box (114, 62, 542, 94)
sree-col-1-text: ನವದೆಹಲಿ: ವಿವಾದಕ್ಕೆ ಸಿಲುಕಿರುವ ವೇಗದ ಕ್ರಿಕೆಟಿಗ ಎಸ್.ಶ್ರೀಶಾಂತ್ ಅವರು ಜೈಪುರದ ರಾಣಿಯನ್ನು ಗುರುವಾರ ವರಿಸಿದ್ದಾರೆ. ಕೇರಳದ ಶ್ರೀಕೃಷ್ಣ ದೇವಸ್ಥಾನದಲ್ಲಿ ಗೆಳತಿ (556, 935, 656, 1016)
raman-col-3-text: ಗೋವಾ ಮುಖ್ಯಮಂತ್ರಿ ಮನೋಹರ್ ಪಾರಿಕ್ಕರ್ ಹಾಗೂ ಪಂಜಾಬ್ ಸಿಎಂ ಪ್ರಕಾಶ್ ಸಿಂಗ್ ಬಾದಲ್ ಸೇರಿದಂತೆ ಪಕ್ಷದ ಹಲವು ನಾಯಕರು ಭಾಗವಹಿಸಿದ್ದರು. ನಕ್ಸಲರ ಬಂಡಾಯದ ನೆಲೆಗಳೂ ಜೀವಂತ ಇರುವ ಛತ್ತೀಸ್ಗಡದ ಜನತೆ ಮೂರನೇ ಬಾರಿಗೂ ಡಾ.ರಮಣ್ಸಿಂಗ್ ಅವರಿಗೆ ಆಶೀರ್ವಾದ ಮಾಡಿದ್ದಾರೆ. 'ನಕ್ಸಲ್ ದಾಳಿ'ಯ ರಾಜಕೀಯ ಲಾಭ ಪಡೆಯಲೆತ್ನಿಸಿದ್ದ ಕಾಂಗ್ರೆಸ್ (768, 147, 868, 326)
